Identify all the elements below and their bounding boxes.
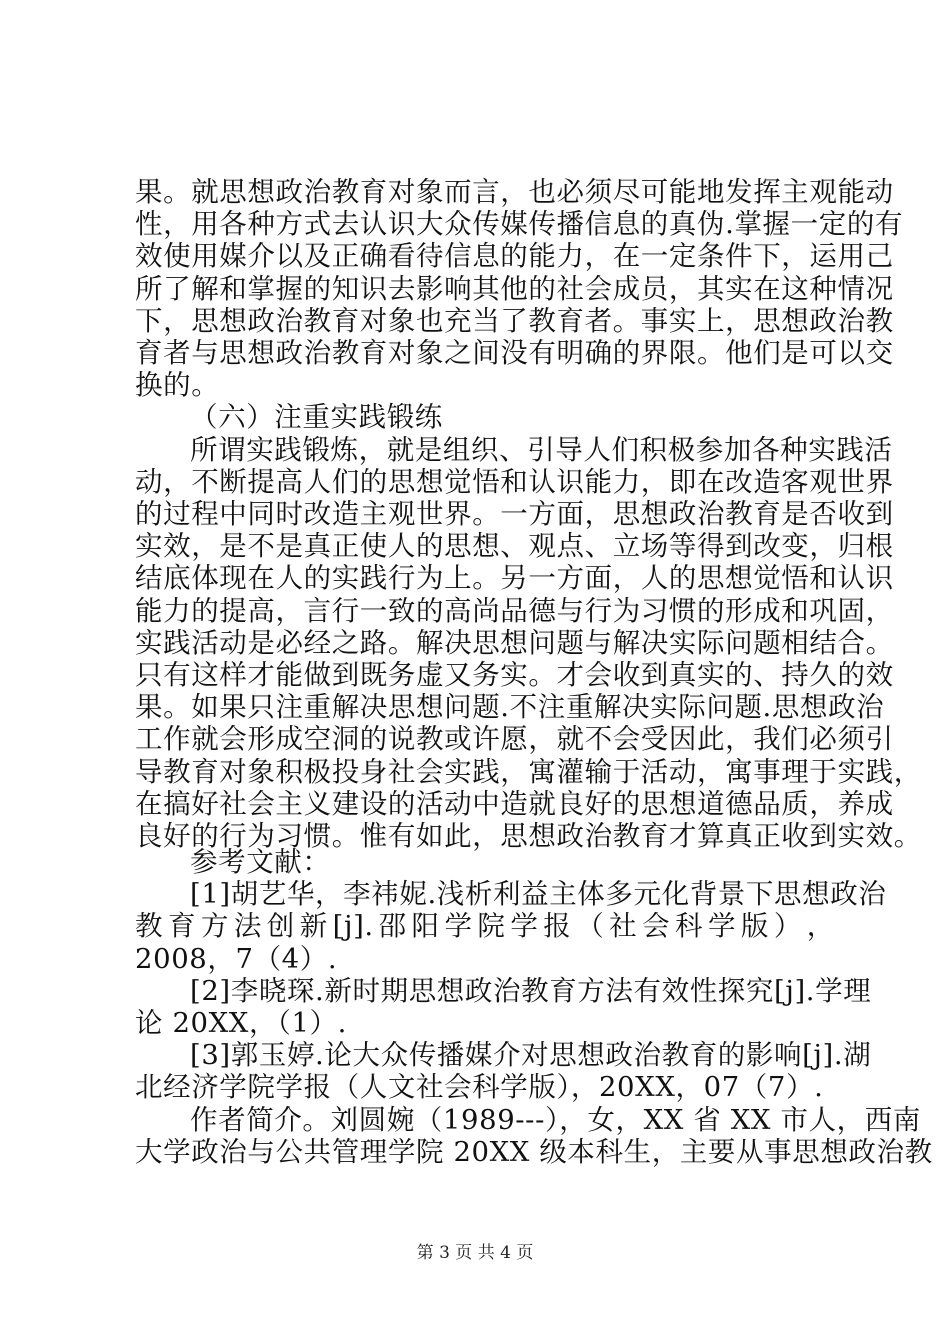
reference-line <box>135 910 835 942</box>
references-heading: 参考文献： <box>190 846 331 878</box>
reference-line: [2]李晓琛.新时期思想政治教育方法有效性探究[j].学理 <box>190 974 872 1007</box>
text-line: 结底体现在人的实践行为上。另一方面，人的思想觉悟和认识 <box>135 562 894 595</box>
char: 教 <box>135 910 164 943</box>
char: 院 <box>477 910 506 943</box>
text-line: 所谓实践锻炼，就是组织、引导人们积极参加各种实践活 <box>190 433 893 466</box>
char: 会 <box>642 910 671 943</box>
references-section <box>135 846 933 1168</box>
reference-line: 论 20XX，（1）. <box>135 1007 347 1040</box>
reference-1 <box>135 878 887 975</box>
char: 学 <box>510 910 539 943</box>
author-line: 作者简介。刘圆婉（1989---），女，XX 省 XX 市人，西南 <box>190 1103 921 1136</box>
section-heading <box>135 401 835 433</box>
char: 阳 <box>411 910 440 943</box>
text-line: 所了解和掌握的知识去影响其他的社会成员，其实在这种情况 <box>135 272 894 305</box>
reference-line: [3]郭玉婷.论大众传播媒介对思想政治教育的影响[j].湖 <box>190 1039 872 1072</box>
heading-text: （六）注重实践锻练 <box>190 401 443 434</box>
char: 邵 <box>378 910 407 943</box>
author-line: 大学政治与公共管理学院 20XX 级本科生，主要从事思想政治教 <box>135 1135 933 1168</box>
char: 报 <box>543 910 572 943</box>
text-line: 性，用各种方式去认识大众传媒传播信息的真伪.掌握一定的有 <box>135 208 904 241</box>
char: 创 <box>266 910 295 943</box>
page-number: 第 3 页 共 4 页 <box>416 1243 534 1263</box>
char: （ <box>576 910 605 943</box>
text-line: 工作就会形成空洞的说教或许愿，就不会受因此，我们必须引 <box>135 723 894 756</box>
char: [j]. <box>332 910 374 943</box>
char: 学 <box>444 910 473 943</box>
char: 育 <box>167 910 197 943</box>
text-line: 下，思想政治教育对象也充当了教育者。事实上，思想政治教 <box>135 304 894 337</box>
reference-line: 2008，7（4）. <box>135 942 338 975</box>
text-line: 果。如果只注重解决思想问题.不注重解决实际问题.思想政治 <box>135 691 885 724</box>
char: ） <box>773 910 802 943</box>
char: 新 <box>299 910 328 943</box>
paragraph-1 <box>135 176 904 402</box>
text-line: 效使用媒介以及正确看待信息的能力，在一定条件下，运用己 <box>135 240 894 273</box>
paragraph-2 <box>135 433 922 853</box>
char: 法 <box>233 910 262 943</box>
references-title <box>135 846 835 878</box>
text-line: 导教育对象积极投身社会实践，寓灌输于活动，寓事理于实践， <box>135 755 922 788</box>
text-line: 育者与思想政治教育对象之间没有明确的界限。他们是可以交 <box>135 337 894 370</box>
text-line: 只有这样才能做到既务虚又务实。才会收到真实的、持久的效 <box>135 659 894 692</box>
text-line: 果。就思想政治教育对象而言，也必须尽可能地发挥主观能动 <box>135 176 894 208</box>
reference-3 <box>135 1039 872 1104</box>
char: 科 <box>675 910 704 943</box>
reference-2 <box>135 974 872 1040</box>
text-line: 实效，是不是真正使人的思想、观点、立场等得到改变，归根 <box>135 530 894 563</box>
char: 社 <box>609 910 638 943</box>
reference-line: [1]胡艺华，李祎妮.浅析利益主体多元化背景下思想政治 <box>190 878 887 911</box>
char: 方 <box>200 910 229 943</box>
text-line: 换的。 <box>135 369 220 402</box>
text-line: 良好的行为习惯。惟有如此，思想政治教育才算真正收到实效。 <box>135 820 922 853</box>
char: 版 <box>740 910 770 943</box>
text-line: 的过程中同时改造主观世界。一方面，思想政治教育是否收到 <box>135 498 894 531</box>
text-line: 在搞好社会主义建设的活动中造就良好的思想道德品质，养成 <box>135 787 894 820</box>
text-line: 实践活动是必经之路。解决思想问题与解决实际问题相结合。 <box>135 626 894 659</box>
char: 学 <box>707 910 737 943</box>
author-bio <box>135 1103 933 1168</box>
text-line: 能力的提高，言行一致的高尚品德与行为习惯的形成和巩固， <box>135 594 894 627</box>
body-text <box>135 176 922 853</box>
text-line: 动，不断提高人们的思想觉悟和认识能力，即在改造客观世界 <box>135 465 894 498</box>
reference-line: 北经济学院学报（人文社会科学版），20XX，07（7）. <box>135 1071 824 1104</box>
char: ， <box>806 910 835 943</box>
page-footer <box>0 1242 950 1264</box>
